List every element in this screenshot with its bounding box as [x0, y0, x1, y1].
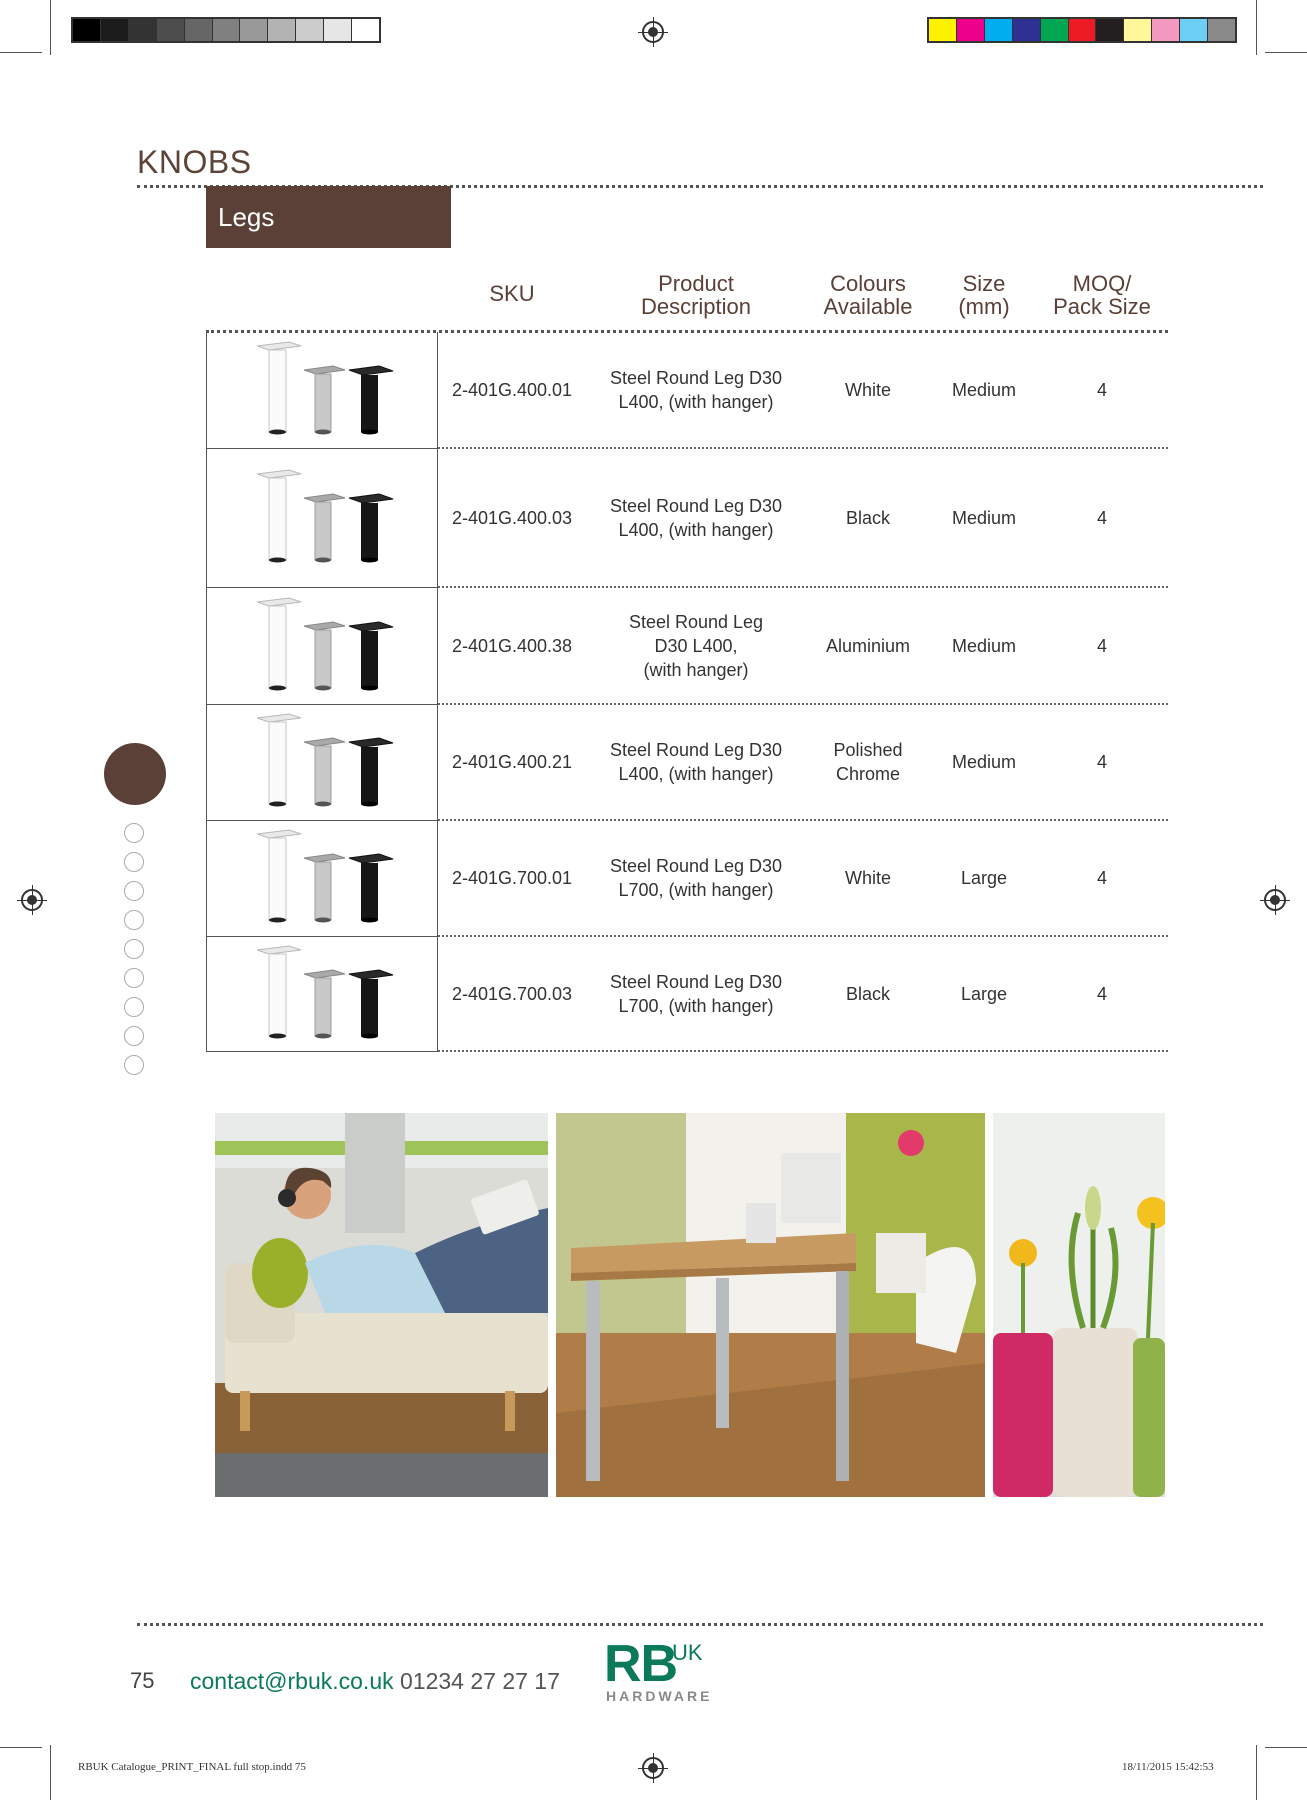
sku-text: 2-401G.400.01: [451, 380, 573, 400]
colour-line: White: [844, 380, 891, 400]
logo-main-text: RB: [604, 1635, 678, 1693]
sku-cell: [444, 982, 580, 1006]
moq-cell: [1042, 506, 1162, 530]
colour-line: Aluminium: [825, 635, 911, 656]
description-line: Steel Round Leg D30: [609, 971, 783, 992]
size-cell: [934, 506, 1034, 530]
row-divider: [438, 1050, 1168, 1052]
size-cell: [934, 634, 1034, 658]
product-image-cell: [206, 820, 438, 936]
colour-cell: [808, 866, 928, 890]
moq-text: 4: [1096, 752, 1107, 772]
section-indicator-active[interactable]: [104, 743, 166, 805]
colour-line: Black: [845, 507, 890, 528]
colour-cell: [808, 738, 928, 786]
print-slug-filename: RBUK Catalogue_PRINT_FINAL full stop.indd 75: [78, 1761, 306, 1773]
registration-mark-icon: [642, 1757, 664, 1779]
moq-text: 4: [1096, 983, 1107, 1004]
sku-text: 2-401G.400.21: [451, 752, 573, 772]
logo-superscript: UK: [672, 1640, 703, 1665]
section-indicator-dot[interactable]: [124, 881, 144, 901]
moq-text: 4: [1096, 380, 1107, 400]
moq-text: 4: [1096, 868, 1107, 888]
description-cell: [596, 494, 796, 542]
column-header-size: Size (mm): [958, 271, 1010, 319]
size-text: Medium: [951, 380, 1017, 400]
description-line: L700, (with hanger): [618, 995, 774, 1016]
section-indicator-dot[interactable]: [124, 1055, 144, 1075]
colour-cell: [808, 634, 928, 658]
product-image-cell: [206, 448, 438, 587]
section-indicator-dot[interactable]: [124, 910, 144, 930]
registration-mark-icon: [1264, 889, 1286, 911]
column-header-colours: Colours Available: [823, 271, 913, 319]
moq-text: 4: [1096, 507, 1107, 528]
description-cell: [596, 970, 796, 1018]
product-image-cell: [206, 704, 438, 820]
description-line: (with hanger): [643, 659, 749, 680]
description-line: L700, (with hanger): [618, 880, 774, 900]
sku-text: 2-401G.400.03: [451, 507, 573, 528]
moq-cell: [1042, 982, 1162, 1006]
size-cell: [934, 982, 1034, 1006]
table-leg-product-image: [249, 828, 399, 933]
sku-cell: [444, 866, 580, 890]
colour-cell: [808, 506, 928, 530]
row-divider: [438, 819, 1168, 821]
description-cell: [596, 854, 796, 902]
description-line: L400, (with hanger): [618, 392, 774, 412]
description-line: Steel Round Leg D30: [609, 856, 783, 876]
description-line: Steel Round Leg D30: [609, 495, 783, 516]
process-color-bar: [927, 17, 1237, 43]
section-indicator-dot[interactable]: [124, 997, 144, 1017]
table-leg-product-image: [249, 468, 399, 573]
description-line: Steel Round Leg D30: [609, 740, 783, 760]
sku-cell: [444, 634, 580, 658]
product-image-cell: [206, 936, 438, 1051]
table-leg-product-image: [249, 340, 399, 445]
description-line: L400, (with hanger): [618, 519, 774, 540]
colour-line: Black: [845, 983, 890, 1004]
grayscale-color-bar: [71, 17, 381, 43]
registration-mark-icon: [21, 889, 43, 911]
column-header-description: Product Description: [640, 271, 752, 319]
contact-email[interactable]: contact@rbuk.co.uk: [190, 1668, 394, 1694]
column-header-moq: MOQ/ Pack Size: [1053, 271, 1151, 319]
row-divider: [438, 703, 1168, 705]
column-header-sku: SKU: [489, 281, 535, 306]
sku-cell: [444, 506, 580, 530]
contact-line: [190, 1668, 560, 1695]
image-cell-divider: [206, 1051, 438, 1052]
description-line: Steel Round Leg: [628, 611, 764, 632]
size-text: Medium: [951, 507, 1017, 528]
size-text: Large: [960, 983, 1008, 1004]
sku-cell: [444, 750, 580, 774]
product-image-cell: [206, 587, 438, 704]
photo-flowers-in-jars: [993, 1113, 1165, 1497]
description-cell: [596, 738, 796, 786]
size-cell: [934, 378, 1034, 402]
colour-line: White: [844, 868, 891, 888]
size-cell: [934, 750, 1034, 774]
table-leg-product-image: [249, 944, 399, 1049]
section-indicator-dot[interactable]: [124, 1026, 144, 1046]
sku-cell: [444, 378, 580, 402]
photo-man-on-sofa: [215, 1113, 548, 1497]
colour-cell: [808, 378, 928, 402]
section-indicator-dot[interactable]: [124, 823, 144, 843]
category-tab: Legs: [206, 186, 451, 248]
row-divider: [438, 935, 1168, 937]
moq-cell: [1042, 750, 1162, 774]
contact-phone: 01234 27 27 17: [400, 1668, 560, 1694]
description-line: Steel Round Leg D30: [609, 368, 783, 388]
page-number: 75: [130, 1668, 155, 1693]
size-text: Large: [960, 868, 1008, 888]
description-line: D30 L400,: [654, 635, 738, 656]
moq-cell: [1042, 378, 1162, 402]
print-slug-timestamp: 18/11/2015 15:42:53: [1122, 1761, 1214, 1773]
size-text: Medium: [951, 752, 1017, 772]
size-cell: [934, 866, 1034, 890]
sku-text: 2-401G.700.03: [451, 983, 573, 1004]
moq-cell: [1042, 634, 1162, 658]
row-divider: [438, 586, 1168, 588]
description-cell: [596, 610, 796, 682]
section-title: KNOBS: [137, 144, 252, 180]
size-text: Medium: [951, 635, 1017, 656]
footer-divider: [137, 1623, 1263, 1626]
colour-line: Polished: [833, 740, 903, 760]
moq-cell: [1042, 866, 1162, 890]
row-divider: [438, 447, 1168, 449]
section-indicator-dot[interactable]: [124, 852, 144, 872]
colour-cell: [808, 982, 928, 1006]
logo-subtitle: HARDWARE: [606, 1688, 713, 1704]
colour-line: Chrome: [835, 764, 901, 784]
sku-text: 2-401G.700.01: [451, 868, 573, 888]
table-leg-product-image: [249, 596, 399, 701]
photo-desk-with-legs: [556, 1113, 985, 1497]
description-cell: [596, 366, 796, 414]
sku-text: 2-401G.400.38: [451, 635, 573, 656]
product-image-cell: [206, 332, 438, 448]
table-leg-product-image: [249, 712, 399, 817]
section-indicator-dot[interactable]: [124, 968, 144, 988]
section-indicator-dot[interactable]: [124, 939, 144, 959]
moq-text: 4: [1096, 635, 1107, 656]
registration-mark-icon: [642, 21, 664, 43]
description-line: L400, (with hanger): [618, 764, 774, 784]
